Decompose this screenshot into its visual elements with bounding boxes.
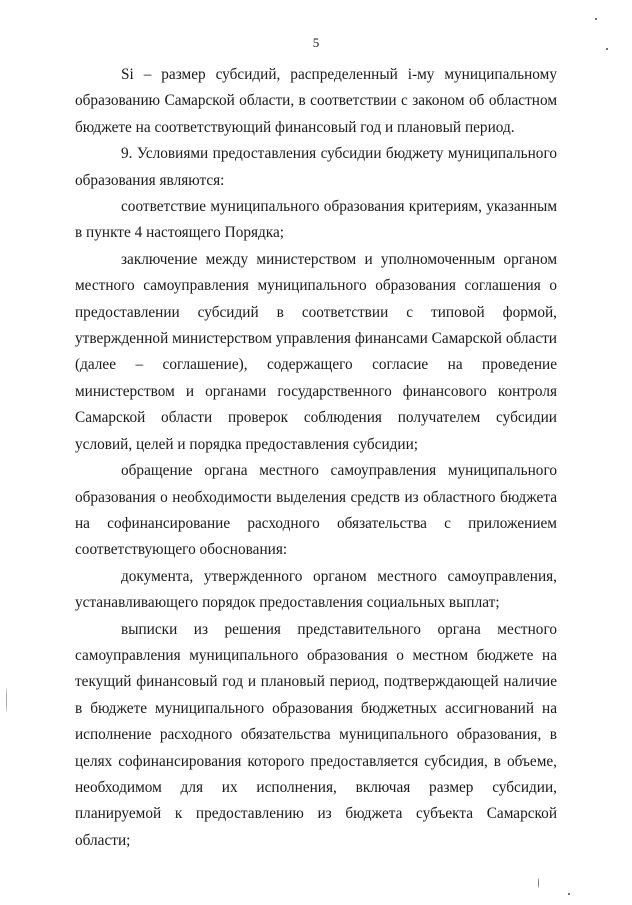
scan-speck [595, 18, 597, 20]
paragraph-item-9: 9. Условиями предоставления субсидии бюджету муниципального образования являются: [75, 145, 557, 189]
paragraph-si-definition: Si – размер субсидий, распределенный i-му муниципальному образованию Самарской области, в соответствии с законом об областном бюджете на соответствующий финансовый год и плановый период. [75, 66, 557, 136]
paragraph-criteria: соответствие муниципального образования критериям, указанным в пункте 4 настоящего Порядка; [75, 198, 557, 242]
page-number: 5 [312, 35, 320, 50]
paragraph-request: обращение органа местного самоуправления муниципального образования о необходимости выделения средств из областного бюджета на софинансирование расходного обязательства с приложением соответствующего обоснования: [75, 462, 557, 559]
scan-speck [6, 688, 7, 712]
document-body [75, 62, 557, 854]
paragraph-document: документа, утвержденного органом местного самоуправления, устанавливающего порядок предоставления социальных выплат; [75, 567, 557, 612]
scan-speck [568, 893, 570, 895]
scan-speck [606, 48, 608, 50]
paragraph-agreement: заключение между министерством и уполномоченным органом местного самоуправления муниципального образования соглашения о предоставлении субсидий в соответствии с типовой формой, утвержденной министерством управления финансами Самарской области (далее – соглашение), содержащего согласие на проведение министерством и органами государственного финансового контроля Самарской области проверок соблюдения получателем субсидии условий, целей и порядка предоставления субсидии; [75, 250, 557, 453]
paragraph-extract: выписки из решения представительного органа местного самоуправления муниципального образования о местном бюджете на текущий финансовый год и плановый период, подтверждающей наличие в бюджете муниципального образования бюджетных ассигнований на исполнение расходного обязательства муниципального образования, в целях софинансирования которого предоставляется субсидия, в объеме, необходимом для их исполнения, включая размер субсидии, планируемой к предоставлению из бюджета субъекта Самарской области; [75, 620, 557, 849]
scan-speck [538, 878, 539, 888]
